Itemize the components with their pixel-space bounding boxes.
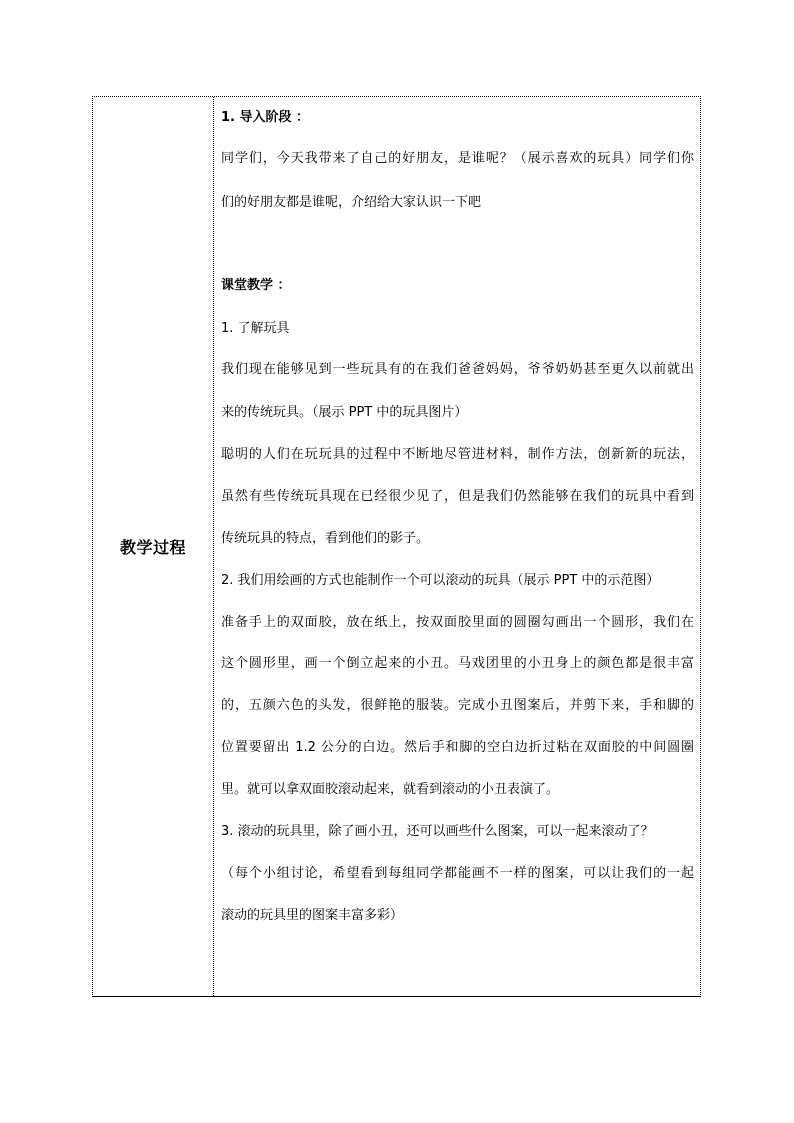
- text-line: 2. 我们用绘画的方式也能制作一个可以滚动的玩具（展示 PPT 中的示范图）: [221, 573, 660, 588]
- text-line: 的，五颜六色的头发，很鲜艳的服装。完成小丑图案后，并剪下来，手和脚的: [221, 698, 694, 713]
- text-line: 传统玩具的特点，看到他们的影子。: [221, 531, 430, 546]
- text-line: 虽然有些传统玩具现在已经很少见了，但是我们仍然能够在我们的玩具中看到: [221, 489, 694, 504]
- text-line: 来的传统玩具。（展示 PPT 中的玩具图片）: [221, 405, 468, 420]
- text-line: （每个小组讨论，希望看到每组同学都能画不一样的图案，可以让我们的一起: [221, 866, 694, 881]
- section-label: 教学过程: [119, 538, 186, 557]
- text-line: 3. 滚动的玩具里，除了画小丑，还可以画些什么图案，可以一起来滚动了？: [221, 824, 654, 839]
- text-line: 滚动的玩具里的图案丰富多彩）: [221, 908, 404, 923]
- text-line: 我们现在能够见到一些玩具有的在我们爸爸妈妈，爷爷奶奶甚至更久以前就出: [221, 362, 694, 377]
- text-line: 这个圆形里，画一个倒立起来的小丑。马戏团里的小丑身上的颜色都是很丰富: [221, 656, 694, 671]
- text-line: 们的好朋友都是谁呢，介绍给大家认识一下吧: [221, 195, 482, 210]
- text-line: 位置要留出 1.2 公分的白边。然后手和脚的空白边折过粘在双面胶的中间圆圈: [221, 740, 694, 755]
- lesson-table: [92, 96, 701, 997]
- content-cell: [214, 97, 700, 996]
- heading-intro: 1. 导入阶段 ：: [221, 110, 310, 125]
- heading-class-teaching: 课堂教学 ：: [221, 278, 291, 293]
- text-line: 聪明的人们在玩玩具的过程中不断地尽管进材料，制作方法，创新新的玩法，: [221, 447, 694, 462]
- text-line: 同学们，今天我带来了自己的好朋友，是谁呢？（展示喜欢的玩具）同学们你: [221, 151, 694, 166]
- text-line: 里。就可以拿双面胶滚动起来，就看到滚动的小丑表演了。: [221, 782, 560, 797]
- text-line: 1. 了解玩具: [221, 321, 290, 336]
- label-cell: [93, 97, 214, 996]
- text-line: 准备手上的双面胶，放在纸上，按双面胶里面的圆圈勾画出一个圆形，我们在: [221, 615, 694, 630]
